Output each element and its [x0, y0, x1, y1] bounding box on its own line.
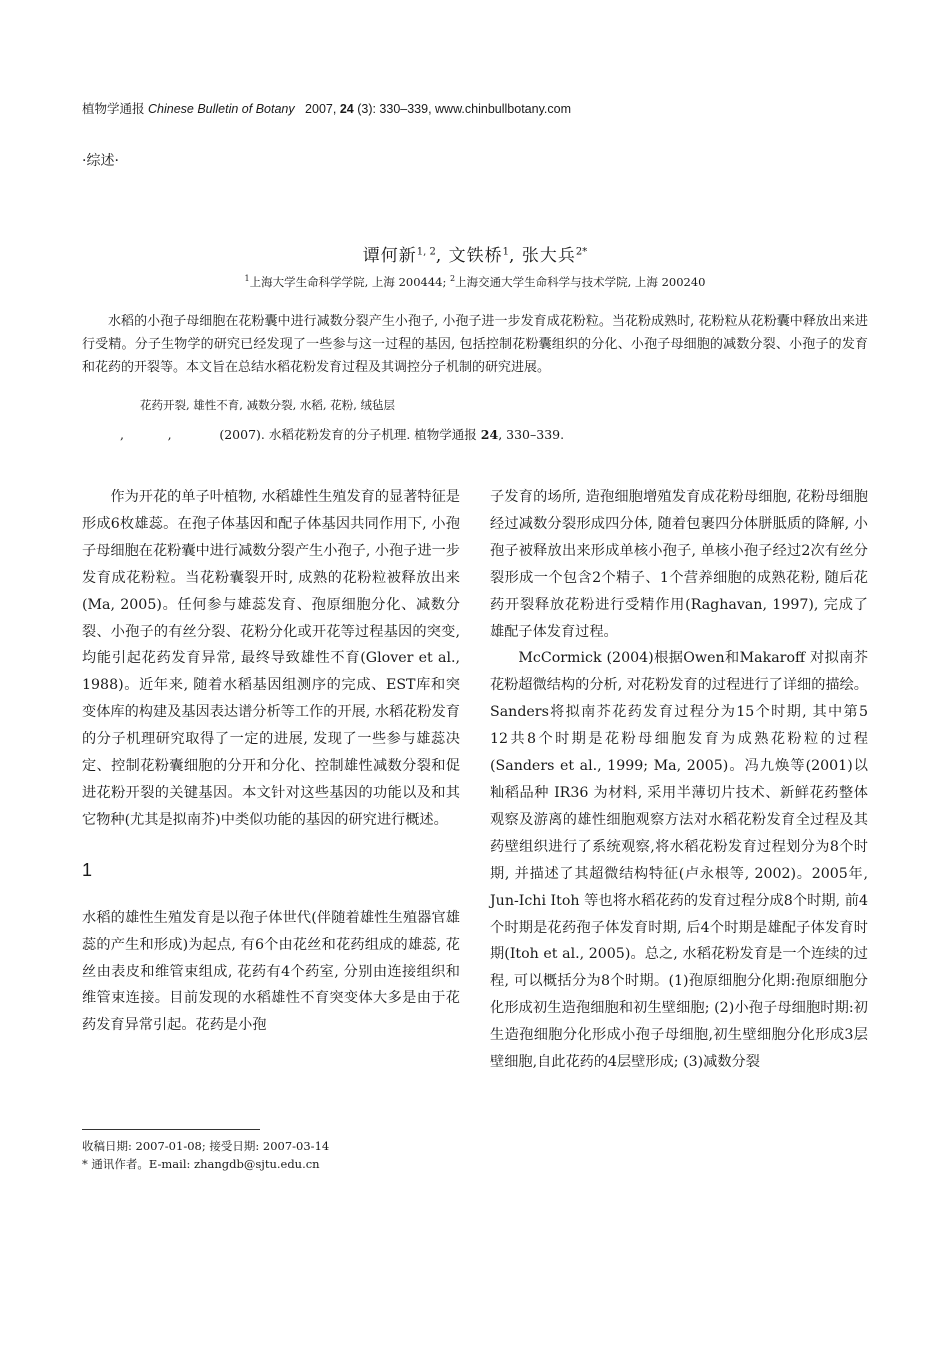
journal-name-cn: 植物学通报	[82, 102, 145, 116]
footnote-divider	[82, 1129, 260, 1130]
section-tag: ·综述·	[82, 153, 119, 169]
journal-volume: 24	[339, 102, 354, 116]
keywords: 花药开裂, 雄性不育, 减数分裂, 水稻, 花粉, 绒毡层	[140, 398, 396, 412]
citation-authors: , ,	[120, 427, 220, 442]
citation-text: (2007). 水稻花粉发育的分子机理. 植物学通报	[219, 427, 481, 442]
abstract: 水稻的小孢子母细胞在花粉囊中进行减数分裂产生小孢子, 小孢子进一步发育成花粉粒。当花粉成熟时, 花粉粒从花粉囊中释放出来进行受精。分子生物学的研究已经发现了一些参与这一过程的基因, 包括控制花粉囊组织的分化、小孢子母细胞的减数分裂、小孢子的发育和花药的开裂等。本文旨在总结水稻花粉发育过程及其调控分子机制的研究进展。	[82, 314, 868, 375]
body-column-left	[82, 484, 460, 1039]
journal-year: 2007,	[305, 102, 337, 116]
author-2-affil: 1	[502, 246, 510, 258]
affil-2-marker: 2	[450, 274, 456, 284]
author-3-affil: 2*	[575, 246, 588, 258]
affiliations	[0, 274, 950, 290]
section-heading: 1	[82, 859, 93, 880]
author-1: 谭何新	[362, 246, 417, 266]
body-paragraph: McCormick (2004)根据Owen和Makaroff 对拟南芥花粉超微结构的分析, 对花粉发育的过程进行了详细的描绘。Sanders将拟南芥花药发育过程分为15个时期, 其中第5 12共8个时期是花粉母细胞发育为成熟花粉粒的过程(Sanders et al., 1999; Ma, 2005)。冯九焕等(2001)以籼稻品种 IR36 为材料, 采用半薄切片技术、新鲜花药整体观察及游离的雄性细胞观察方法对水稻花粉发育全过程及其药壁组织进行了系统观察,将水稻花粉发育过程划分为8个时期, 并描述了其超微结构特征(卢永根等, 2002)。2005年, Jun-Ichi Itoh 等也将水稻花药的发育过程分成8个时期, 前4个时期是花药孢子体发育时期, 后4个时期是雄配子体发育时期(Itoh et al., 2005)。总之, 水稻花粉发育是一个连续的过程, 可以概括分为8个时期。(1)孢原细胞分化期:孢原细胞分化形成初生造孢细胞和初生壁细胞; (2)小孢子母细胞时期:初生造孢细胞分化形成小孢子母细胞,初生壁细胞分化形成3层壁细胞,自此花药的4层壁形成; (3)减数分裂	[490, 650, 883, 1071]
journal-header	[82, 99, 571, 117]
author-2: 文铁桥	[448, 246, 503, 266]
citation-volume: 24	[480, 427, 499, 442]
author-3: 张大兵	[521, 246, 576, 266]
footnotes	[82, 1137, 329, 1173]
author-list: 谭何新$^{1, 2}$, 文铁桥$^1$, 张大兵$^{2*}$	[362, 246, 588, 266]
affil-1: 上海大学生命科学学院, 上海 200444;	[249, 275, 447, 289]
citation-pages: , 330–339.	[498, 427, 565, 442]
body-paragraph: 水稻的雄性生殖发育是以孢子体世代(伴随着雄性生殖器官雄蕊的产生和形成)为起点, 有6个由花丝和花药组成的雄蕊, 花丝由表皮和维管束组成, 花药有4个药室, 分别由连接组织和维管束连接。目前发现的水稻雄性不育突变体大多是由于花药发育异常引起。花药是小孢	[82, 909, 460, 1034]
body-paragraph: 子发育的场所, 造孢细胞增殖发育成花粉母细胞, 花粉母细胞经过减数分裂形成四分体, 随着包裹四分体胼胝质的降解, 小孢子被释放出来形成单核小孢子, 单核小孢子经过2次有丝分裂形成一个包含2个精子、1个营养细胞的成熟花粉, 随后花药开裂释放花粉进行受精作用(Raghavan, 1997), 完成了雄配子体发育过程。	[490, 489, 868, 640]
journal-issue-pages: (3): 330–339, www.chinbullbotany.com	[357, 102, 571, 116]
journal-name-en: Chinese Bulletin of Botany	[148, 102, 295, 116]
corresponding-author: * 通讯作者。E-mail: zhangdb@sjtu.edu.cn	[82, 1157, 320, 1171]
citation	[120, 425, 564, 443]
affil-1-marker: 1	[244, 274, 250, 284]
affil-2: 上海交通大学生命科学与技术学院, 上海 200240	[455, 275, 706, 289]
author-1-affil: 1, 2	[416, 246, 436, 258]
received-dates: 收稿日期: 2007-01-08; 接受日期: 2007-03-14	[82, 1139, 330, 1153]
body-column-right	[490, 484, 883, 1076]
body-paragraph: 作为开花的单子叶植物, 水稻雄性生殖发育的显著特征是形成6枚雄蕊。在孢子体基因和配子体基因共同作用下, 小孢子母细胞在花粉囊中进行减数分裂产生小孢子, 小孢子进一步发育成花粉粒。当花粉囊裂开时, 成熟的花粉粒被释放出来(Ma, 2005)。任何参与雄蕊发育、孢原细胞分化、减数分裂、小孢子的有丝分裂、花粉分化或开花等过程基因的突变, 均能引起花药发育异常, 最终导致雄性不育(Glover et al., 1988)。近年来, 随着水稻基因组测序的完成、EST库和突变体库的构建及基因表达谱分析等工作的开展, 水稻花粉发育的分子机理研究取得了一定的进展, 发现了一些参与雄蕊决定、控制花粉囊细胞的分开和分化、控制雄性减数分裂和促进花粉开裂的关键基因。本文针对这些基因的功能以及和其它物种(尤其是拟南芥)中类似功能的基因的研究进行概述。	[82, 489, 460, 828]
